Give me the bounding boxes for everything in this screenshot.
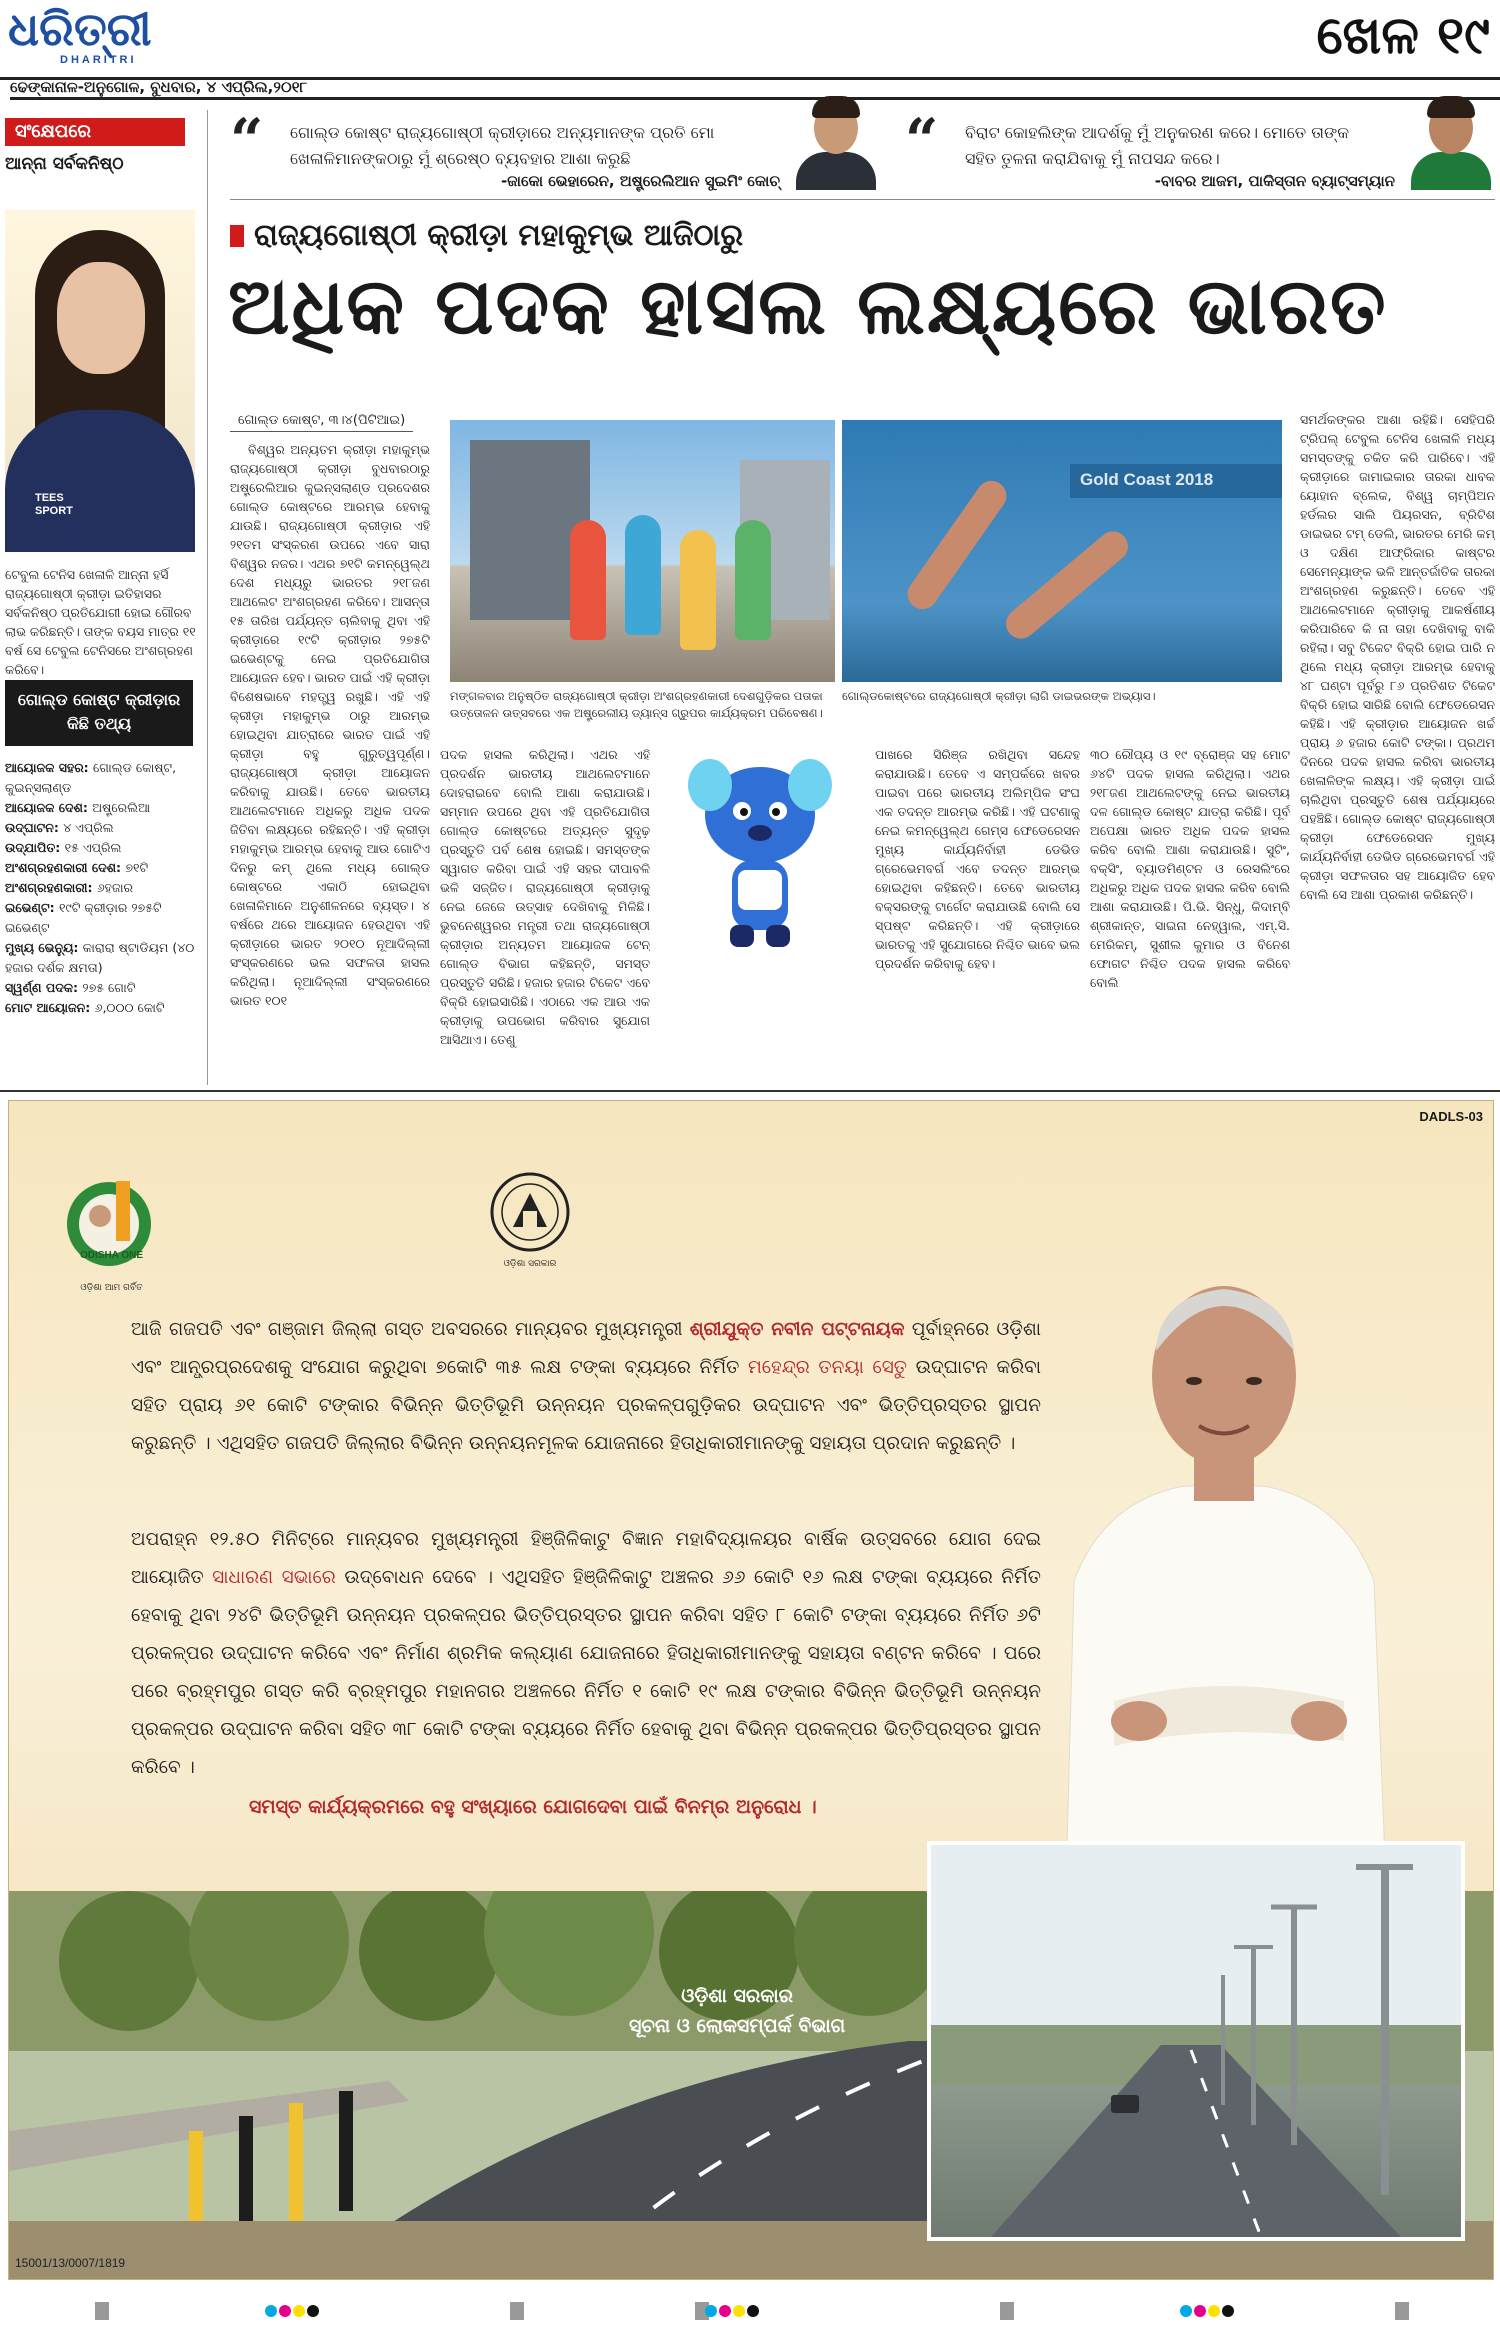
facts-list	[5, 758, 200, 1018]
odisha-one-logo	[64, 1176, 159, 1296]
fact-value: ଗୋଲ୍ଡ କୋଷ୍ଟ, କୁଇନ୍ସଲାଣ୍ଡ	[5, 760, 177, 795]
dharitri-logo[interactable]	[8, 4, 178, 74]
player-photo	[5, 210, 195, 552]
ad-text: ପୂର୍ବାହ୍ନରେ ଓଡ଼ିଶା ଏବଂ ଆନ୍ଧ୍ରପ୍ରଦେଶକୁ ସଂଯୋଗ କରୁଥିବା ୭କୋଟି ୩୫ ଲକ୍ଷ ଟଙ୍କା ବ୍ୟୟରେ ନିର୍ମିତ	[131, 1319, 1041, 1378]
diving-photo-caption: ଗୋଲ୍ଡକୋଷ୍ଟରେ ରାଜ୍ୟଗୋଷ୍ଠୀ କ୍ରୀଡ଼ା ଲାଗି ଡାଇଭରଙ୍କ ଅଭ୍ୟାସ।	[842, 689, 1156, 703]
quote-mark-icon: “	[905, 106, 939, 174]
ad-text: ଉଦ୍‌ବୋଧନ ଦେବେ । ଏଥିସହିତ ହିଞ୍ଜିଳିକାଟୁ ଅଞ୍ଚଳର ୬୬ କୋଟି ୧୬ ଲକ୍ଷ ଟଙ୍କା ବ୍ୟୟରେ ନିର୍ମିତ ହେବାକୁ ଥିବା ୨୪ଟି ଭିତ୍ତିଭୂମି ଉନ୍ନୟନ ପ୍ରକଳ୍ପର ଭିତ୍ତିପ୍ରସ୍ତର ସ୍ଥାପନ କରିବା ସହିତ ୮ କୋଟି ଟଙ୍କା ବ୍ୟୟରେ ନିର୍ମିତ ୬ଟି ପ୍ରକଳ୍ପର ଉଦ୍‌ଘାଟନ କରିବେ ଏବଂ ନିର୍ମାଣ ଶ୍ରମିକ କଲ୍ୟାଣ ଯୋଜନାରେ ହିତାଧିକାରୀମାନଙ୍କୁ ସହାୟତା ବଣ୍ଟନ କରିବେ । ପରେ ପରେ ବ୍ରହ୍ମପୁର ଗସ୍ତ କରି ବ୍ରହ୍ମପୁର ମହାନଗର ଅଞ୍ଚଳରେ ନିର୍ମିତ ୧ କୋଟି ୧୯ ଲକ୍ଷ ଟଙ୍କାର ବିଭିନ୍ନ ଭିତ୍ତିଭୂମି ଉନ୍ନୟନ ପ୍ରକଳ୍ପର ଉଦ୍‌ଘାଟନ କରିବା ସହିତ ୩୮ କୋଟି ଟଙ୍କା ବ୍ୟୟରେ ନିର୍ମିତ ହେବାକୁ ଥିବା ବିଭିନ୍ନ ପ୍ରକଳ୍ପର ଭିତ୍ତିପ୍ରସ୍ତର ସ୍ଥାପନ କରିବେ ।	[131, 1567, 1041, 1778]
brief-title: ଆନ୍ନା ସର୍ବକନିଷ୍ଠ	[5, 154, 124, 174]
logo-label: ODISHA ONE	[80, 1250, 143, 1261]
coach-portrait	[792, 90, 880, 190]
color-swatch-mark	[705, 2302, 761, 2320]
fact-item	[5, 758, 200, 798]
brief-tag: ସଂକ୍ଷେପରେ	[5, 118, 185, 146]
quote-mark-icon: “	[230, 106, 264, 174]
ad-code: DADLS-03	[1419, 1109, 1483, 1124]
section-title-sports: ଖେଳ ୧୯	[1316, 6, 1490, 66]
fact-key: ଆୟୋଜକ ସହର:	[5, 760, 94, 775]
quote-text: ବିରାଟ କୋହଲିଙ୍କ ଆଦର୍ଶକୁ ମୁଁ ଅନୁକରଣ କରେ। ମୋତେ ତାଙ୍କ ସହିତ ତୁଳନା କରାଯିବାକୁ ମୁଁ ନାପସନ୍ଦ କରେ।	[965, 123, 1350, 168]
masthead	[0, 0, 1500, 80]
story-column-1	[230, 440, 430, 1085]
fact-value: ୧୯ଟି କ୍ରୀଡ଼ାର ୨୭୫ଟି ଇଭେଣ୍ଟ	[5, 900, 162, 935]
news-brief-sidebar	[0, 110, 208, 1085]
story-kicker	[230, 218, 743, 253]
registration-mark	[1395, 2302, 1409, 2320]
fact-value: ୭୧ଟି	[125, 860, 149, 875]
diving-photo	[842, 420, 1282, 682]
logo-tagline: ଓଡ଼ିଶା ଆମ ଗର୍ବିତ	[80, 1283, 143, 1293]
fact-key: ଆୟୋଜକ ଦେଶ:	[5, 800, 93, 815]
color-swatch-mark	[265, 2302, 321, 2320]
cm-name: ଶ୍ରୀଯୁକ୍ତ ନବୀନ ପଟ୍ଟନାୟକ	[689, 1319, 905, 1340]
story-headline: ଅଧିକ ପଦକ ହାସଲ ଲକ୍ଷ୍ୟରେ ଭାରତ	[228, 262, 1388, 352]
column-text: ବିଶ୍ୱର ଅନ୍ୟତମ କ୍ରୀଡ଼ା ମହାକୁମ୍ଭ ରାଜ୍ୟଗୋଷ୍ଠୀ କ୍ରୀଡ଼ା ବୁଧବାରଠାରୁ ଅଷ୍ଟ୍ରେଲିଆର କୁଇନ୍ସଲାଣ୍ଡ ପ୍ରଦେଶର ଗୋଲ୍ଡ କୋଷ୍ଟରେ ଆରମ୍ଭ ହେବାକୁ ଯାଉଛି। ରାଜ୍ୟଗୋଷ୍ଠୀ କ୍ରୀଡ଼ାର ଏହି ୨୧ତମ ସଂସ୍କରଣ ଉପରେ ଏବେ ସାରା ବିଶ୍ୱର ନଜର। ଏଥର ୭୧ଟି କମନ୍‌ୱେଲ୍‌ଥ ଦେଶ ମଧ୍ୟରୁ ଭାରତର ୨୧୮ଜଣ ଆଥଲେଟ ଅଂଶଗ୍ରହଣ କରିବେ। ଆସନ୍ତା ୧୫ ତାରିଖ ପର୍ଯ୍ୟନ୍ତ ଚାଲିବାକୁ ଥିବା ଏହି କ୍ରୀଡ଼ାରେ ୧୯ଟି କ୍ରୀଡ଼ାର ୨୭୫ଟି ଇଭେଣ୍ଟକୁ ନେଇ ପ୍ରତିଯୋଗିତା ଆୟୋଜନ ହେବ। ଭାରତ ପାଇଁ ଏହି କ୍ରୀଡ଼ା ବିଶେଷଭାବେ ମହତ୍ତ୍ୱ ରଖୁଛି। ଏହି ଏହି କ୍ରୀଡ଼ା ମହାକୁମ୍ଭ ଠାରୁ ଆରମ୍ଭ ହୋଇଥିବା ଯାତ୍ରାରେ ଭାରତ ପାଇଁ ଏହି କ୍ରୀଡ଼ା ବହୁ ଗୁରୁତ୍ୱପୂର୍ଣ୍ଣ। ରାଜ୍ୟଗୋଷ୍ଠୀ କ୍ରୀଡ଼ା ଆୟୋଜନ କରିବାକୁ ଯାଉଛି। ତେବେ ଭାରତୀୟ ଆଥଲେଟମାନେ ଅଧିକରୁ ଅଧିକ ପଦକ ଜିତିବା ଲକ୍ଷ୍ୟରେ ରହିଛନ୍ତି। ଏହି କ୍ରୀଡ଼ା ମହାକୁମ୍ଭ ଆରମ୍ଭ ହେବାକୁ ଆଉ ଗୋଟିଏ ଦିନରୁ କମ୍ ଥିଲେ ମଧ୍ୟ ଗୋଲ୍ଡ କୋଷ୍ଟରେ ଏକାଠି ହୋଇଥିବା ଖେଳାଳିମାନେ ଅନୁଶୀଳନରେ ବ୍ୟସ୍ତ। ୪ ବର୍ଷରେ ଥରେ ଆୟୋଜନ ହେଉଥିବା ଏହି କ୍ରୀଡ଼ାରେ ଭାରତ ୨୦୧୦ ନୂଆଦିଲ୍ଲୀ ସଂସ୍କରଣରେ ଭଲ ସଫଳତା ହାସଲ କରିଥିଲା। ନୂଆଦିଲ୍ଲୀ ସଂସ୍କରଣରେ ଭାରତ ୧୦୧	[230, 442, 430, 1008]
fact-item	[5, 838, 200, 858]
logo-wordmark: ଧରିତ୍ରୀ	[8, 2, 152, 56]
story-column-2	[440, 745, 650, 1085]
ad-paragraph-1	[131, 1311, 1041, 1463]
fact-value: ୨୭୫ ଗୋଟି	[82, 980, 136, 995]
emblem-label: ଓଡ଼ିଶା ସରକାର	[503, 1259, 557, 1269]
jersey-text: TEES SPORT	[35, 492, 73, 517]
cricketer-portrait	[1407, 90, 1495, 190]
quote-coach	[230, 106, 880, 195]
fact-key: ଉଦ୍‌ଘାଟନ:	[5, 820, 64, 835]
story-column-4	[1090, 745, 1290, 1085]
mascot-illustration	[660, 745, 860, 955]
photo-banner-text: Gold Coast 2018	[1070, 464, 1282, 498]
kicker-text: ରାଜ୍ୟଗୋଷ୍ଠୀ କ୍ରୀଡ଼ା ମହାକୁମ୍ଭ ଆଜିଠାରୁ	[254, 218, 744, 253]
fact-item	[5, 998, 200, 1018]
fact-key: ଅଂଶଗ୍ରହଣକାରୀ:	[5, 880, 97, 895]
color-swatch-mark	[1180, 2302, 1236, 2320]
dance-photo	[450, 420, 835, 682]
quote-attribution: -ଜାକୋ ଭେହାରେନ, ଅଷ୍ଟ୍ରେଲିଆନ ସୁଇମିଂ କୋଚ୍	[500, 172, 780, 190]
ad-text: ଅପରାହ୍ନ ୧୨.୫୦ ମିନିଟ୍‌ରେ ମାନ୍ୟବର ମୁଖ୍ୟମନ୍ତ୍ରୀ ହିଞ୍ଜିଳିକାଟୁ ବିଜ୍ଞାନ ମହାବିଦ୍ୟାଳୟର ବାର୍ଷିକ ଉତ୍ସବରେ ଯୋଗ ଦେଇ ଆୟୋଜିତ	[131, 1529, 1041, 1588]
quote-attribution: -ବାବର ଆଜମ, ପାକିସ୍ତାନ ବ୍ୟାଟ୍ସମ୍ୟାନ	[1154, 172, 1395, 190]
fact-key: ଇଭେଣ୍ଟ:	[5, 900, 59, 915]
fact-item	[5, 818, 200, 838]
fact-value: ଅଷ୍ଟ୍ରେଲିଆ	[92, 800, 151, 815]
fact-value: ୧୫ ଏପ୍ରିଲ	[64, 840, 122, 855]
fact-key: ଅଂଶଗ୍ରହଣକାରୀ ଦେଶ:	[5, 860, 126, 875]
registration-mark	[95, 2302, 109, 2320]
registration-mark	[510, 2302, 524, 2320]
brief-text: ଟେବୁଲ ଟେନିସ ଖେଳାଳି ଆନ୍ନା ହର୍ସି ରାଜ୍ୟଗୋଷ୍ଠୀ କ୍ରୀଡ଼ା ଇତିହାସର ସର୍ବକନିଷ୍ଠ ପ୍ରତିଯୋଗୀ ହୋଇ ଗୌରବ ଲାଭ କରିଛନ୍ତି। ତାଙ୍କ ବୟସ ମାତ୍ର ୧୧ ବର୍ଷ ସେ ଟେବୁଲ ଟେନିସରେ ଅଂଶଗ୍ରହଣ କରିବେ।	[5, 567, 196, 677]
column-text: ସମର୍ଥକଙ୍କର ଆଶା ରହିଛି। ସେହିପରି ଟ୍ରିପଲ୍ ଟେବୁଲ ଟେନିସ ଖେଳାଳି ମଧ୍ୟ ସମସ୍ତଙ୍କୁ ଚକିତ କରି ପାରିବେ। ଏହି କ୍ରୀଡ଼ାରେ ଜାମାଇକାର ତାରକା ଧାବକ ୟୋହାନ ବ୍ଲେକ, ବିଶ୍ୱ ଚାମ୍ପିଅନ ହର୍ଡଲର ସାଲି ପିୟରସନ, ବ୍ରିଟିଶ ଡାଇଭର ଟମ୍ ଡେଲି, ଭାରତର ମେରି କମ୍ ଓ ଦକ୍ଷିଣ ଆଫ୍ରିକାର କାଷ୍ଟର ସେମେନ୍ୟାଙ୍କ ଭଳି ଆନ୍ତର୍ଜାତିକ ତାରକା ଅଂଶଗ୍ରହଣ କରୁଛନ୍ତି। ତେବେ ଏହି ଆଥଲେଟମାନେ କ୍ରୀଡ଼ାକୁ ଆକର୍ଷଣୀୟ କରିପାରିବେ କି ନା ତାହା ଦେଖିବାକୁ ବାକି ରହିଲା। ସବୁ ଟିକେଟ ବିକ୍ରି ହୋଇ ପାରି ନ ଥିଲେ ମଧ୍ୟ କ୍ରୀଡ଼ା ଆରମ୍ଭ ହେବାକୁ ୪୮ ଘଣ୍ଟା ପୂର୍ବରୁ ୮୬ ପ୍ରତିଶତ ଟିକେଟ ବିକ୍ରି ହୋଇ ସାରିଛି ବୋଲି ଫେଡେରେସନ କହିଛି। ଏହି କ୍ରୀଡ଼ାର ଆୟୋଜନ ଖର୍ଚ୍ଚ ପ୍ରାୟ ୬ ହଜାର କୋଟି ଟଙ୍କା। ପ୍ରଥମ ଦିନରେ ପଦକ ହାସଲ କରିବା ଭାରତୀୟ ଖେଳାଳିଙ୍କ ଲକ୍ଷ୍ୟ। ଏହି କ୍ରୀଡ଼ା ପାଇଁ ଚାଲିଥିବା ପ୍ରସ୍ତୁତି ଶେଷ ପର୍ଯ୍ୟାୟରେ ପହଞ୍ଚିଛି। ଗୋଲ୍ଡ କୋଷ୍ଟ ରାଜ୍ୟଗୋଷ୍ଠୀ କ୍ରୀଡ଼ା ଫେଡେରେସନ ମୁଖ୍ୟ କାର୍ଯ୍ୟନିର୍ବାହୀ ଡେଭିଡ ଗ୍ରେଭେମବର୍ଗ ଏହି କ୍ରୀଡ଼ା ସଫଳତାର ସହ ଆୟୋଜିତ ହେବ ବୋଲି ସେ ଆଶା ପ୍ରକାଶ କରିଛନ୍ତି।	[1300, 412, 1495, 902]
fact-value: କାରାରା ଷ୍ଟାଡିୟମ (୪୦ ହଜାର ଦର୍ଶକ କ୍ଷମତା)	[5, 940, 195, 975]
facts-heading: ଗୋଲ୍ଡ କୋଷ୍ଟ କ୍ରୀଡ଼ାର କିଛି ତଥ୍ୟ	[5, 680, 193, 746]
govt-department: ସୂଚନା ଓ ଲୋକସମ୍ପର୍କ ବିଭାଗ	[629, 2015, 846, 2037]
quote-strip	[230, 100, 1495, 200]
fact-key: ଉଦ୍‌ଯାପିତ:	[5, 840, 65, 855]
govt-advertisement[interactable]	[8, 1100, 1494, 2280]
facts-box	[5, 680, 200, 1080]
ad-paragraph-2	[131, 1521, 1041, 1787]
govt-name: ଓଡ଼ିଶା ସରକାର	[681, 1985, 794, 2007]
kicker-square-icon	[230, 225, 244, 247]
story-dateline: ଗୋଲ୍ଡ କୋଷ୍ଟ, ୩।୪(ପିଟିଆଇ)	[230, 410, 413, 432]
fact-key: ସ୍ୱର୍ଣ୍ଣ ପଦକ:	[5, 980, 83, 995]
print-marks	[0, 2292, 1500, 2332]
fact-key: ମୁଖ୍ୟ ଭେନ୍ୟୁ:	[5, 940, 83, 955]
public-meeting: ସାଧାରଣ ସଭାରେ	[212, 1567, 336, 1588]
column-text: ପାଖରେ ସିରିଞ୍ଜ ରଖିଥିବା ସନ୍ଦେହ କରାଯାଉଛି। ତେବେ ଏ ସମ୍ପର୍କରେ ଖବର ପାଇବା ପରେ ଭାରତୀୟ ଅଲିମ୍ପିକ ସଂଘ ଏକ ତଦନ୍ତ ଆରମ୍ଭ କରିଛି। ଏହି ଘଟଣାକୁ ନେଇ କମନ୍‌ୱେଲ୍‌ଥ ଗେମ୍ସ ଫେଡେରେସନ ମୁଖ୍ୟ କାର୍ଯ୍ୟନିର୍ବାହୀ ଡେଭିଡ ଗ୍ରେଭେମବର୍ଗ ଏବେ ତଦନ୍ତ ଆରମ୍ଭ ହୋଇଥିବା କହିଛନ୍ତି। ତେବେ ଭାରତୀୟ ବକ୍ସରଙ୍କୁ ଟାର୍ଗେଟ କରାଯାଉଛି ବୋଲି ସେ ସ୍ପଷ୍ଟ କରିଛନ୍ତି। ଏହି କ୍ରୀଡ଼ାରେ ଭାରତକୁ ଏହି ସୁଯୋଗରେ ନିଶ୍ଚିତ ଭାବେ ଭଲ ପ୍ରଦର୍ଶନ କରିବାକୁ ହେବ।	[875, 747, 1080, 971]
edition-dateline: ଢେଙ୍କାନାଳ-ଅନୁଗୋଳ, ବୁଧବାର, ୪ ଏପ୍ରିଲ,୨୦୧୮	[10, 74, 1500, 100]
ad-text: ଉଦ୍‌ଘାଟନ କରିବା ସହିତ ପ୍ରାୟ ୬୧ କୋଟି ଟଙ୍କାର ବିଭିନ୍ନ ଭିତ୍ତିଭୂମି ଉନ୍ନୟନ ପ୍ରକଳ୍ପଗୁଡ଼ିକର ଉଦ୍‌ଘାଟନ ଏବଂ ଭିତ୍ତିପ୍ରସ୍ତର ସ୍ଥାପନ କରୁଛନ୍ତି । ଏଥିସହିତ ଗଜପତି ଜିଲ୍ଲାର ବିଭିନ୍ନ ଉନ୍ନୟନମୂଳକ ଯୋଜନାରେ ହିତାଧିକାରୀମାନଙ୍କୁ ସହାୟତା ପ୍ରଦାନ କରୁଛନ୍ତି ।	[131, 1357, 1041, 1454]
fact-item	[5, 898, 200, 938]
column-text: ୩୦ ରୌପ୍ୟ ଓ ୧୯ ବ୍ରୋଞ୍ଜ ସହ ମୋଟ ୬୪ଟି ପଦକ ହାସଲ କରିଥିଲା। ଏଥର ୨୧୮ଜଣ ଆଥଲେଟଙ୍କୁ ନେଇ ଭାରତୀୟ ଦଳ ଗୋଲ୍ଡ କୋଷ୍ଟ ଯାତ୍ରା କରିଛି। ପୂର୍ବ ଅପେକ୍ଷା ଭାରତ ଅଧିକ ପଦକ ହାସଲ କରିବ ବୋଲି ଆଶା କରାଯାଉଛି। ସୁଟିଂ, ବକ୍ସିଂ, ବ୍ୟାଡମିଣ୍ଟନ ଓ ରେସଲିଂରେ ଅଧିକରୁ ଅଧିକ ପଦକ ହାସଲ କରିବ ବୋଲି ଆଶା କରାଯାଉଛି। ପି.ଭି. ସିନ୍ଧୁ, କିଦାମ୍ବି ଶ୍ରୀକାନ୍ତ, ସାଇନା ନେହ୍ୱାଲ, ଏମ୍.ସି. ମେରିକମ୍, ସୁଶୀଲ କୁମାର ଓ ବିନେଶ ଫୋଗଟ ନିଶ୍ଚିତ ପଦକ ହାସଲ କରିବେ ବୋଲି	[1090, 747, 1290, 990]
story-column-5	[1300, 410, 1495, 1085]
logo-subtitle: DHARITRI	[60, 54, 137, 66]
registration-mark	[1000, 2302, 1014, 2320]
fact-item	[5, 938, 200, 978]
fact-item	[5, 798, 200, 818]
dance-photo-caption: ମଙ୍ଗଳବାର ଅନୁଷ୍ଠିତ ରାଜ୍ୟଗୋଷ୍ଠୀ କ୍ରୀଡ଼ା ଅଂଶଗ୍ରହଣକାରୀ ଦେଶଗୁଡ଼ିକର ପତାକା ଉତ୍ତୋଳନ ଉତ୍ସବରେ ଏକ ଅଷ୍ଟ୍ରେଲୀୟ ଡ୍ୟାନ୍ସ ଗ୍ରୁପର କାର୍ଯ୍ୟକ୍ରମ ପରିବେଷଣ।	[450, 689, 823, 720]
section-divider	[0, 1090, 1500, 1092]
govt-credit	[629, 1981, 845, 2041]
fact-key: ମୋଟ ଆୟୋଜନ:	[5, 1000, 95, 1015]
bridge-name: ମହେନ୍ଦ୍ର ତନୟା ସେତୁ	[747, 1357, 907, 1378]
fact-item	[5, 978, 200, 998]
quote-text: ଗୋଲ୍ଡ କୋଷ୍ଟ ରାଜ୍ୟଗୋଷ୍ଠୀ କ୍ରୀଡ଼ାରେ ଅନ୍ୟମାନଙ୍କ ପ୍ରତି ମୋ ଖେଳାଳିମାନଙ୍କଠାରୁ ମୁଁ ଶ୍ରେଷ୍ଠ ବ୍ୟବହାର ଆଶା କରୁଛି	[290, 123, 715, 168]
ad-appeal: ସମସ୍ତ କାର୍ଯ୍ୟକ୍ରମରେ ବହୁ ସଂଖ୍ୟାରେ ଯୋଗଦେବା ପାଇଁ ବିନମ୍ର ଅନୁରୋଧ ।	[249, 1796, 817, 1818]
ad-reference-number: 15001/13/0007/1819	[15, 2256, 126, 2270]
fact-item	[5, 878, 200, 898]
quote-cricketer	[905, 106, 1495, 195]
highway-streetlights-photo	[927, 1841, 1465, 2241]
ad-text: ଆଜି ଗଜପତି ଏବଂ ଗଞ୍ଜାମ ଜିଲ୍ଲା ଗସ୍ତ ଅବସରରେ ମାନ୍ୟବର ମୁଖ୍ୟମନ୍ତ୍ରୀ	[131, 1319, 690, 1340]
column-text: ପଦକ ହାସଲ କରିଥିଲା। ଏଥର ଏହି ପ୍ରଦର୍ଶନ ଭାରତୀୟ ଆଥଲେଟମାନେ ଦୋହରାଇବେ ବୋଲି ଆଶା କରାଯାଉଛି। ସମ୍ମାନ ଉପରେ ଥିବା ଏହି ପ୍ରତିଯୋଗିତା ଗୋଲ୍ଡ କୋଷ୍ଟରେ ଅତ୍ୟନ୍ତ ସୁଦୃଢ଼ ପ୍ରସ୍ତୁତି ପର୍ବ ଶେଷ ହୋଇଛି। ସମସ୍ତଙ୍କ ସ୍ୱାଗତ କରିବା ପାଇଁ ଏହି ସହର ଦୀପାବଳି ଭଳି ସଜ୍ଜିତ। ରାଜ୍ୟଗୋଷ୍ଠୀ କ୍ରୀଡ଼ାକୁ ନେଇ ଜେଜେ ଉତ୍ସାହ ଦେଖିବାକୁ ମିଳିଛି। ଭୁବନେଶ୍ୱରର ମନ୍ତ୍ରୀ ତଥା ରାଜ୍ୟଗୋଷ୍ଠୀ କ୍ରୀଡ଼ାର ଅନ୍ୟତମ ଆୟୋଜକ ଟେନ୍ ଗୋଲ୍ଡ ବିଭାଗ କହିଛନ୍ତି, ସମସ୍ତ ପ୍ରସ୍ତୁତି ସରିଛି। ହଜାର ହଜାର ଟିକେଟ ଏବେ ବିକ୍ରି ହୋଇସାରିଛି। ଏଠାରେ ଏକ ଆଉ ଏକ କ୍ରୀଡ଼ାକୁ ଉପଭୋଗ କରିବାର ସୁଯୋଗ ଆସିଥାଏ। ତେଣୁ	[440, 747, 650, 1047]
fact-value: ୪ ଏପ୍ରିଲ	[63, 820, 114, 835]
state-emblem-icon	[489, 1169, 571, 1279]
fact-value: ୬ହଜାର	[96, 880, 133, 895]
story-column-3	[875, 745, 1080, 1085]
fact-item	[5, 858, 200, 878]
fact-value: ୬,୦୦୦ କୋଟି	[94, 1000, 165, 1015]
